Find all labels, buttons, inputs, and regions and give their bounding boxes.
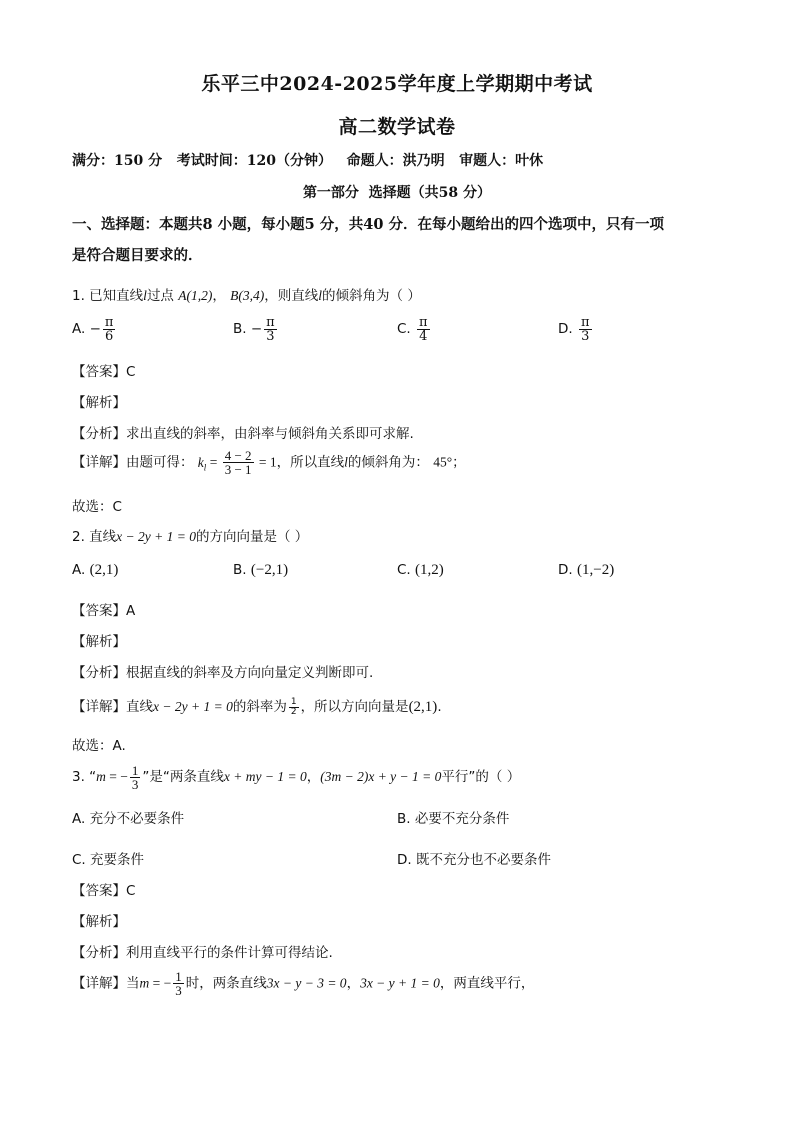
q3-detail-line2: 3x − y + 1 = 0	[360, 975, 440, 991]
q3-frac: $\frac{1}{3}$	[131, 763, 139, 792]
q3-line1: x + my − 1 = 0	[223, 769, 307, 784]
q3-option-a-text: 充分不必要条件	[89, 811, 185, 827]
q1-slope-frac: $\frac{4 - 2}{3 - 1}$	[224, 448, 252, 477]
q2-option-b[interactable]	[233, 562, 288, 579]
q3-option-a-key: A.	[72, 811, 86, 827]
q2-vec: (2,1)	[408, 699, 438, 715]
q3-detail-pre: 当	[126, 975, 140, 992]
q1-detail-label: 【详解】	[72, 454, 126, 471]
exam-title: 乐平三中2024-2025学年度上学期期中考试	[201, 73, 593, 95]
question-2-stem	[72, 525, 308, 545]
q3-detail-frac: $\frac{1}{3}$	[175, 969, 182, 998]
q2-prefix: 2. 直线	[72, 529, 117, 545]
q1-answer-value: C	[126, 364, 136, 380]
q1-suffix-a: ，则直线	[264, 288, 319, 304]
q2-fenxi	[72, 661, 373, 681]
q2-answer-value: A	[126, 603, 136, 619]
q2-suffix: 的方向向量是（ ）	[196, 529, 309, 545]
q1-point-a: A(1,2)	[178, 288, 213, 303]
q2-option-c[interactable]	[397, 562, 444, 579]
q2-option-c-key: C.	[397, 562, 411, 578]
q3-option-c-text: 充要条件	[90, 852, 145, 868]
q3-option-b-key: B.	[397, 811, 411, 827]
q1-option-d-frac: $\frac{\pi}{3}$	[580, 315, 590, 344]
q3-sep: ，	[306, 769, 321, 785]
q2-answer-label: 【答案】	[72, 603, 126, 619]
q2-answer	[72, 599, 135, 619]
q2-option-a-value: (2,1)	[89, 562, 119, 578]
q3-fenxi	[72, 941, 333, 961]
q1-fenxi-text: 求出直线的斜率，由斜率与倾斜角关系即可求解.	[126, 426, 414, 442]
q1-option-b-sign: −	[250, 321, 263, 337]
q2-detail-mid: 的斜率为	[232, 699, 287, 715]
q3-eq: = −	[105, 769, 128, 784]
q1-option-a-sign: −	[89, 321, 101, 337]
q2-option-c-value: (1,2)	[415, 562, 444, 578]
q1-detail-mid: ，所以直线	[276, 454, 345, 471]
q2-option-d-value: (1,−2)	[576, 562, 615, 578]
q2-option-b-value: (−2,1)	[250, 562, 289, 578]
q2-option-a-key: A.	[72, 562, 86, 578]
q1-conclusion: 故选：C	[72, 499, 122, 515]
exam-subtitle: 高二数学试卷	[338, 116, 456, 138]
q1-detail-tail: 的倾斜角为：	[347, 454, 429, 471]
q1-detail-pre: 由题可得：	[126, 454, 194, 471]
q3-mid: ”是“两条直线	[142, 769, 224, 785]
q2-option-b-key: B.	[233, 562, 247, 578]
q3-option-a[interactable]	[72, 807, 184, 827]
q1-option-d[interactable]	[558, 316, 594, 343]
q2-fenxi-text: 根据直线的斜率及方向向量定义判断即可.	[126, 665, 374, 681]
q2-slope-frac: $\frac{1}{2}$	[290, 696, 297, 717]
q3-m: m	[96, 769, 106, 784]
q3-option-c-key: C.	[72, 852, 86, 868]
q1-suffix-b: 的倾斜角为（ ）	[322, 288, 421, 304]
q1-fenxi-label: 【分析】	[72, 426, 126, 442]
question-3-stem	[72, 764, 520, 791]
q3-answer	[72, 879, 135, 899]
q3-option-b-text: 必要不充分条件	[414, 811, 510, 827]
q2-conclusion: 故选：A.	[72, 738, 126, 754]
question-1-stem	[72, 284, 421, 304]
q1-line-l-2: l	[318, 288, 323, 303]
q1-option-a-key: A.	[72, 321, 86, 337]
q2-option-d-key: D.	[558, 562, 573, 578]
q2-equation: x − 2y + 1 = 0	[116, 529, 196, 544]
q3-option-d-text: 既不充分也不必要条件	[415, 852, 551, 868]
q3-suffix: 平行”的（ ）	[441, 769, 521, 785]
q1-option-b-key: B.	[233, 321, 247, 337]
q3-detail-line1: 3x − y − 3 = 0	[266, 975, 347, 991]
q1-slope-k: $k_l$	[197, 454, 207, 473]
q2-detail-end: .	[437, 699, 442, 715]
q3-detail-label: 【详解】	[72, 975, 126, 992]
q2-option-a[interactable]	[72, 562, 118, 579]
q2-fenxi-label: 【分析】	[72, 665, 126, 681]
q2-detail-label: 【详解】	[72, 699, 126, 715]
q2-detail-pre: 直线	[126, 699, 153, 715]
q1-detail-end: ；	[452, 454, 466, 471]
q3-detail-m: m	[139, 975, 150, 991]
q1-option-b[interactable]	[233, 316, 279, 343]
q3-detail-end: ，两直线平行，	[439, 975, 535, 992]
q2-detail-eq: x − 2y + 1 = 0	[153, 699, 233, 714]
q1-pass: 过点	[146, 288, 174, 304]
q1-detail-l: l	[344, 454, 348, 470]
q2-detail-tail: ，所以方向向量是	[300, 699, 409, 715]
q3-analysis-label: 【解析】	[72, 914, 126, 930]
q3-detail	[72, 970, 534, 997]
q1-line-l: l	[143, 288, 147, 303]
q1-option-b-frac: $\frac{\pi}{3}$	[266, 315, 275, 344]
q3-detail-mid: 时，两条直线	[185, 975, 267, 992]
q1-option-c[interactable]	[397, 316, 432, 343]
q1-option-a-frac: $\frac{\pi}{6}$	[104, 315, 114, 344]
q1-point-b: B(3,4)	[230, 288, 265, 303]
q1-fenxi	[72, 422, 414, 442]
q2-analysis-label: 【解析】	[72, 634, 126, 650]
q1-comma: ，	[212, 288, 226, 304]
q1-option-c-key: C.	[397, 321, 411, 337]
exam-info: 满分：150 分 考试时间：120（分钟） 命题人：洪乃明 审题人：叶休	[72, 153, 544, 169]
q1-option-a[interactable]	[72, 316, 117, 343]
q1-angle: 45°	[433, 454, 453, 470]
q1-prefix: 1. 已知直线	[72, 288, 144, 304]
q3-line2: (3m − 2)x + y − 1 = 0	[320, 769, 442, 784]
q2-option-d[interactable]	[558, 562, 614, 579]
section-instruction-line1: 一、选择题：本题共8 小题，每小题5 分，共40 分．在每小题给出的四个选项中，只有一项	[72, 216, 664, 233]
q3-answer-label: 【答案】	[72, 883, 126, 899]
q1-answer-label: 【答案】	[72, 364, 126, 380]
q1-answer	[72, 360, 135, 380]
q3-option-d[interactable]	[397, 848, 551, 868]
q1-detail	[72, 449, 466, 476]
q3-answer-value: C	[126, 883, 136, 899]
q1-analysis-label: 【解析】	[72, 395, 126, 411]
q1-option-c-frac: $\frac{\pi}{4}$	[419, 315, 428, 344]
q3-option-c[interactable]	[72, 848, 144, 868]
q3-detail-eq: = −	[149, 975, 172, 991]
q1-eq: =	[206, 454, 221, 470]
part-title: 第一部分 选择题（共58 分）	[302, 185, 492, 201]
q1-option-d-key: D.	[558, 321, 573, 337]
q2-detail	[72, 695, 442, 717]
q3-fenxi-label: 【分析】	[72, 945, 126, 961]
section-instruction-line2: 是符合题目要求的．	[72, 247, 203, 264]
q3-prefix: 3. “	[72, 769, 97, 785]
q3-fenxi-text: 利用直线平行的条件计算可得结论.	[126, 945, 333, 961]
q3-option-d-key: D.	[397, 852, 412, 868]
q1-eq-tail: = 1	[255, 454, 277, 470]
q3-option-b[interactable]	[397, 807, 509, 827]
q3-detail-sep: ，	[346, 975, 361, 992]
